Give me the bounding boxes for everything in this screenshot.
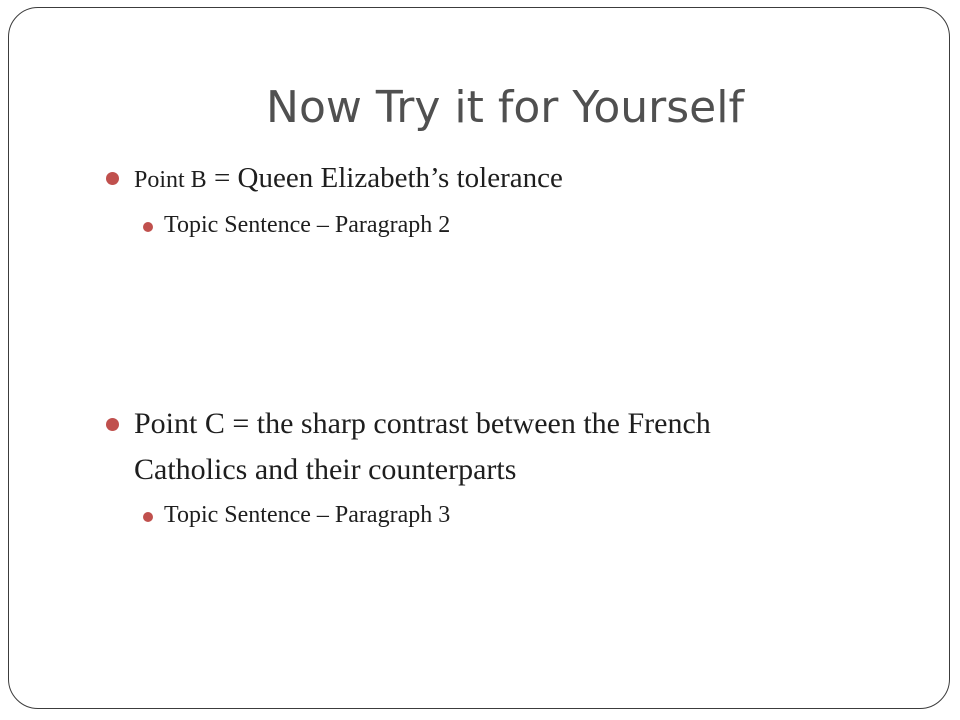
point-b-text: = Queen Elizabeth’s tolerance [206,162,563,194]
slide-title: Now Try it for Yourself [266,82,744,133]
sub-bullet-dot-paragraph-3 [143,512,153,522]
sub-bullet-dot-paragraph-2 [143,222,153,232]
bullet-dot-point-b [106,172,119,185]
point-b-prefix: Point B [134,167,207,193]
sub-bullet-paragraph-3: Topic Sentence – Paragraph 3 [164,502,451,528]
bullet-dot-point-c [106,418,119,431]
bullet-point-b [134,162,563,195]
sub-bullet-paragraph-2: Topic Sentence – Paragraph 2 [164,212,451,238]
bullet-point-c-line-1: Point C = the sharp contrast between the French [134,407,711,440]
bullet-point-c-line-2: Catholics and their counterparts [134,453,517,486]
